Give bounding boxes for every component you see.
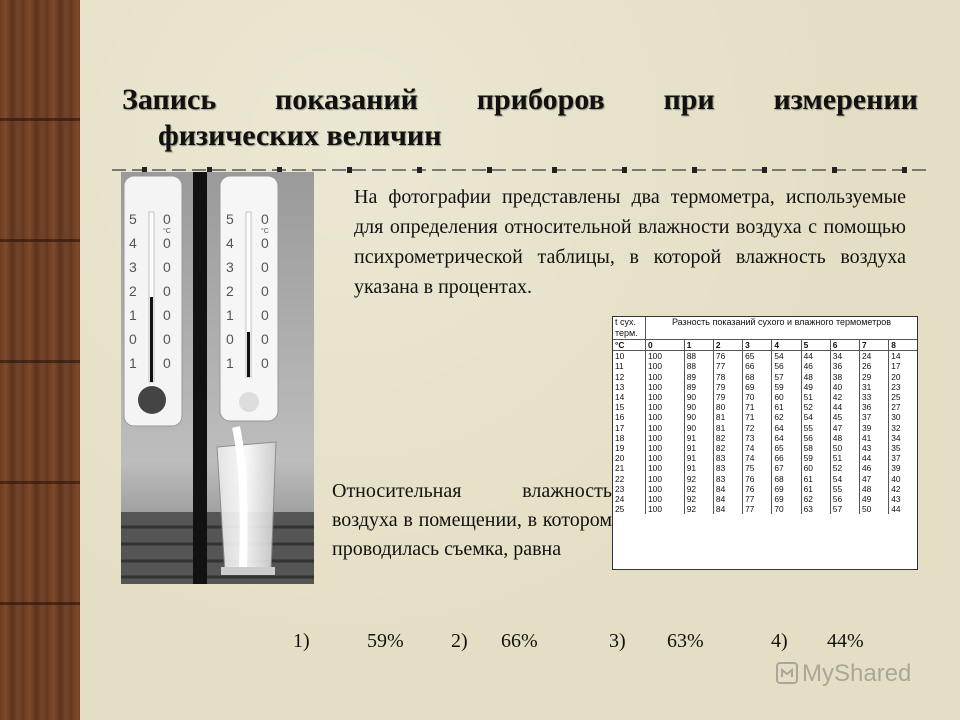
diff-header-cell: 2 bbox=[713, 340, 742, 351]
table-cell: 16 bbox=[613, 412, 646, 422]
table-cell: 84 bbox=[713, 494, 742, 504]
table-cell: 70 bbox=[772, 504, 801, 514]
table-cell: 47 bbox=[860, 474, 889, 484]
table-cell: 92 bbox=[684, 494, 713, 504]
table-cell: 56 bbox=[830, 494, 859, 504]
table-cell: 100 bbox=[646, 463, 685, 473]
table-cell: 54 bbox=[801, 412, 830, 422]
table-cell: 100 bbox=[646, 423, 685, 433]
table-cell: 44 bbox=[801, 351, 830, 362]
option-4-value[interactable]: 44% bbox=[827, 630, 864, 652]
table-cell: 61 bbox=[801, 474, 830, 484]
thermometers-photo bbox=[121, 172, 314, 584]
table-cell: 88 bbox=[684, 361, 713, 371]
table-cell: 37 bbox=[891, 453, 901, 464]
watermark-icon bbox=[776, 662, 798, 684]
table-cell: 100 bbox=[646, 504, 685, 514]
scale-label: 1 bbox=[226, 307, 234, 323]
table-cell: 58 bbox=[801, 443, 830, 453]
scale-label: 3 bbox=[226, 259, 234, 275]
table-cell: 100 bbox=[646, 402, 685, 412]
table-cell: 45 bbox=[830, 412, 859, 422]
watermark-text: MyShared bbox=[802, 660, 912, 687]
table-cell: 43 bbox=[860, 443, 889, 453]
scale-label: 3 bbox=[129, 259, 137, 275]
table-cell: 100 bbox=[646, 382, 685, 392]
table-cell: 31 bbox=[860, 382, 889, 392]
table-cell: 76 bbox=[743, 474, 772, 484]
unit-cell: °С bbox=[613, 340, 646, 351]
diff-header-cell: 6 bbox=[830, 340, 859, 351]
slide-title bbox=[122, 82, 918, 154]
table-cell: 90 bbox=[684, 392, 713, 402]
table-cell: 92 bbox=[684, 484, 713, 494]
table-cell: 65 bbox=[743, 351, 772, 362]
table-cell: 63 bbox=[801, 504, 830, 514]
option-1-value[interactable]: 59% bbox=[367, 630, 404, 652]
table-cell: 25 bbox=[613, 504, 646, 514]
table-cell: 62 bbox=[801, 494, 830, 504]
table-cell: 25 bbox=[891, 392, 901, 403]
option-3-value[interactable]: 63% bbox=[667, 630, 704, 652]
scale-label: 0 bbox=[261, 259, 269, 275]
scale-label: 0 bbox=[261, 355, 269, 371]
table-cell: 64 bbox=[772, 423, 801, 433]
table-cell: 56 bbox=[772, 361, 801, 371]
table-cell: 39 bbox=[860, 423, 889, 433]
table-cell: 75 bbox=[743, 463, 772, 473]
table-cell: 23 bbox=[613, 484, 646, 494]
table-cell: 47 bbox=[830, 423, 859, 433]
table-cell: 29 bbox=[860, 372, 889, 382]
table-cell: 59 bbox=[772, 382, 801, 392]
diff-header-cell: 1 bbox=[684, 340, 713, 351]
table-row bbox=[613, 474, 917, 484]
scale-label: 0 bbox=[163, 307, 171, 323]
table-cell: 71 bbox=[743, 412, 772, 422]
table-cell: 42 bbox=[830, 392, 859, 402]
table-cell: 13 bbox=[613, 382, 646, 392]
table-cell: 76 bbox=[713, 351, 742, 362]
table-cell: 37 bbox=[860, 412, 889, 422]
table-row bbox=[613, 433, 917, 443]
scale-label: 0 bbox=[261, 331, 269, 347]
table-cell: 69 bbox=[772, 494, 801, 504]
table-cell: 62 bbox=[772, 412, 801, 422]
scale-label: 0 bbox=[261, 235, 269, 251]
scale-label: 0 bbox=[261, 283, 269, 299]
table-cell: 18 bbox=[613, 433, 646, 443]
table-cell: 91 bbox=[684, 463, 713, 473]
table-cell: 100 bbox=[646, 372, 685, 382]
title-line-1 bbox=[122, 82, 918, 118]
option-3-number: 3) bbox=[609, 630, 626, 652]
scale-label: 2 bbox=[129, 283, 137, 299]
table-cell: 20 bbox=[891, 371, 901, 382]
diff-header-cell: 0 bbox=[646, 340, 685, 351]
table-cell: 81 bbox=[713, 412, 742, 422]
table-cell: 32 bbox=[891, 422, 901, 433]
table-cell: 43 bbox=[891, 494, 901, 505]
scale-label: 0 bbox=[261, 307, 269, 323]
table-body bbox=[613, 351, 917, 515]
table-cell: 71 bbox=[743, 402, 772, 412]
scale-label: 4 bbox=[226, 235, 234, 251]
title-word: Запись bbox=[122, 83, 217, 116]
table-cell: 46 bbox=[860, 463, 889, 473]
corner-header: t сух. терм. bbox=[613, 317, 646, 340]
table-cell: 79 bbox=[713, 392, 742, 402]
table-cell: 90 bbox=[684, 423, 713, 433]
title-word: приборов bbox=[476, 83, 605, 116]
table-cell: 19 bbox=[613, 443, 646, 453]
table-cell: 46 bbox=[801, 361, 830, 371]
table-cell: 80 bbox=[713, 402, 742, 412]
psychrometric-table bbox=[612, 316, 918, 570]
unit-label: °C bbox=[163, 228, 171, 235]
table-cell: 66 bbox=[772, 453, 801, 463]
table-cell: 89 bbox=[684, 372, 713, 382]
table-cell: 59 bbox=[801, 453, 830, 463]
table-cell: 22 bbox=[613, 474, 646, 484]
table-header-row bbox=[613, 317, 917, 340]
table-cell: 39 bbox=[891, 463, 901, 474]
table-cell: 54 bbox=[772, 351, 801, 362]
scale-label: 2 bbox=[226, 283, 234, 299]
scale-label: 0 bbox=[163, 283, 171, 299]
table-cell: 24 bbox=[860, 351, 889, 362]
table-cell: 91 bbox=[684, 443, 713, 453]
table-cell: 100 bbox=[646, 433, 685, 443]
table-cell: 60 bbox=[801, 463, 830, 473]
table-cell: 77 bbox=[743, 494, 772, 504]
table-cell: 92 bbox=[684, 504, 713, 514]
description-text: На фотографии представлены два термометра, используемые для определения относительной влажности воздуха с помощью психрометрической таблицы, в которой влажность воздуха указана в процентах. bbox=[354, 186, 906, 298]
unit-label: °C bbox=[261, 228, 269, 235]
table-cell: 60 bbox=[772, 392, 801, 402]
table-cell: 36 bbox=[860, 402, 889, 412]
option-2-number: 2) bbox=[451, 630, 468, 652]
table-cell: 100 bbox=[646, 392, 685, 402]
scale-label: 0 bbox=[163, 355, 171, 371]
answer-options bbox=[293, 630, 913, 658]
table-cell: 61 bbox=[772, 402, 801, 412]
diff-header-cell: 3 bbox=[743, 340, 772, 351]
table-cell: 11 bbox=[613, 361, 646, 371]
table-cell: 40 bbox=[891, 473, 901, 484]
columns-group-header: Разность показаний сухого и влажного термометров bbox=[646, 317, 918, 340]
table-cell: 83 bbox=[713, 463, 742, 473]
table-cell: 14 bbox=[891, 351, 901, 362]
table-row bbox=[613, 382, 917, 392]
table-cell: 83 bbox=[713, 474, 742, 484]
table-cell: 27 bbox=[891, 402, 901, 413]
table-cell: 34 bbox=[830, 351, 859, 362]
table-cell: 100 bbox=[646, 484, 685, 494]
table-cell: 73 bbox=[743, 433, 772, 443]
table-cell: 34 bbox=[891, 432, 901, 443]
scale-label: 1 bbox=[226, 355, 234, 371]
option-2-value[interactable]: 66% bbox=[501, 630, 538, 652]
table-cell: 44 bbox=[860, 453, 889, 463]
table-cell: 54 bbox=[830, 474, 859, 484]
wood-grain bbox=[0, 0, 80, 720]
table-cell: 57 bbox=[772, 372, 801, 382]
scale-label: 4 bbox=[129, 235, 137, 251]
table-cell: 20 bbox=[613, 453, 646, 463]
table-cell: 74 bbox=[743, 453, 772, 463]
table-cell: 15 bbox=[613, 402, 646, 412]
table-cell: 70 bbox=[743, 392, 772, 402]
table-cell: 92 bbox=[684, 474, 713, 484]
table-cell: 64 bbox=[772, 433, 801, 443]
diff-header-cell: 4 bbox=[772, 340, 801, 351]
table-cell: 90 bbox=[684, 402, 713, 412]
table-cell: 67 bbox=[772, 463, 801, 473]
diff-header-cell: 8 bbox=[889, 340, 917, 351]
table-row bbox=[613, 504, 917, 514]
table-cell: 52 bbox=[830, 463, 859, 473]
table-cell: 49 bbox=[801, 382, 830, 392]
table-cell: 84 bbox=[713, 504, 742, 514]
title-word: измерении bbox=[773, 83, 918, 116]
scale-label: 0 bbox=[163, 235, 171, 251]
table-cell: 24 bbox=[613, 494, 646, 504]
table-cell: 44 bbox=[891, 504, 901, 515]
diff-header-cell: 7 bbox=[860, 340, 889, 351]
table-row bbox=[613, 392, 917, 402]
table-cell: 12 bbox=[613, 372, 646, 382]
diff-header-row bbox=[613, 340, 917, 351]
table-cell: 90 bbox=[684, 412, 713, 422]
table-cell: 100 bbox=[646, 443, 685, 453]
table-cell: 35 bbox=[891, 443, 901, 454]
table-cell: 48 bbox=[860, 484, 889, 494]
diff-header-cell: 5 bbox=[801, 340, 830, 351]
table-cell: 100 bbox=[646, 412, 685, 422]
table-cell: 51 bbox=[830, 453, 859, 463]
table-cell: 41 bbox=[860, 433, 889, 443]
table-cell: 91 bbox=[684, 453, 713, 463]
scale-label: 5 bbox=[129, 211, 137, 227]
table-cell: 100 bbox=[646, 453, 685, 463]
table-cell: 100 bbox=[646, 351, 685, 362]
table-cell: 66 bbox=[743, 361, 772, 371]
table-row bbox=[613, 361, 917, 371]
table-row bbox=[613, 463, 917, 473]
table-cell: 77 bbox=[743, 504, 772, 514]
table-cell: 55 bbox=[801, 423, 830, 433]
table-cell: 30 bbox=[891, 412, 901, 423]
scale-label: 5 bbox=[226, 211, 234, 227]
table-cell: 44 bbox=[830, 402, 859, 412]
table-cell: 81 bbox=[713, 423, 742, 433]
table-cell: 100 bbox=[646, 494, 685, 504]
table-cell: 55 bbox=[830, 484, 859, 494]
table-cell: 40 bbox=[830, 382, 859, 392]
question-text: Относительная влажность воздуха в помещении, в котором проводилась съемка, равна bbox=[332, 480, 612, 560]
option-1-number: 1) bbox=[293, 630, 310, 652]
table-cell: 14 bbox=[613, 392, 646, 402]
table-row bbox=[613, 402, 917, 412]
scale-label: 0 bbox=[163, 211, 171, 227]
table-row bbox=[613, 443, 917, 453]
table-cell: 72 bbox=[743, 423, 772, 433]
table-cell: 33 bbox=[860, 392, 889, 402]
table-cell: 42 bbox=[891, 483, 901, 494]
table-cell: 76 bbox=[743, 484, 772, 494]
title-word: при bbox=[663, 83, 715, 116]
table-cell: 52 bbox=[801, 402, 830, 412]
table-cell: 23 bbox=[891, 381, 901, 392]
table-cell: 88 bbox=[684, 351, 713, 362]
table-cell: 50 bbox=[860, 504, 889, 514]
table-cell: 17 bbox=[613, 423, 646, 433]
scale-label: 0 bbox=[163, 259, 171, 275]
table-cell: 38 bbox=[830, 372, 859, 382]
table-cell: 51 bbox=[801, 392, 830, 402]
table-cell: 57 bbox=[830, 504, 859, 514]
table-row bbox=[613, 423, 917, 433]
table-row bbox=[613, 372, 917, 382]
table-cell: 69 bbox=[772, 484, 801, 494]
table-row bbox=[613, 453, 917, 463]
table-cell: 89 bbox=[684, 382, 713, 392]
table-cell: 61 bbox=[801, 484, 830, 494]
table-cell: 68 bbox=[772, 474, 801, 484]
table-row bbox=[613, 412, 917, 422]
table-row bbox=[613, 484, 917, 494]
table-cell: 50 bbox=[830, 443, 859, 453]
title-word: показаний bbox=[274, 83, 418, 116]
table-row bbox=[613, 494, 917, 504]
table-cell: 91 bbox=[684, 433, 713, 443]
table-cell: 36 bbox=[830, 361, 859, 371]
table-cell: 74 bbox=[743, 443, 772, 453]
table-cell: 21 bbox=[613, 463, 646, 473]
scale-label: 0 bbox=[163, 331, 171, 347]
table-cell: 82 bbox=[713, 443, 742, 453]
table-cell: 69 bbox=[743, 382, 772, 392]
table-cell: 100 bbox=[646, 474, 685, 484]
table-cell: 48 bbox=[830, 433, 859, 443]
table-cell: 77 bbox=[713, 361, 742, 371]
option-4-number: 4) bbox=[771, 630, 788, 652]
table-cell: 84 bbox=[713, 484, 742, 494]
title-line-2: физических величин bbox=[158, 119, 442, 152]
table-cell: 48 bbox=[801, 372, 830, 382]
table-row bbox=[613, 351, 917, 362]
scale-label: 1 bbox=[129, 355, 137, 371]
scale-label: 0 bbox=[261, 211, 269, 227]
table-cell: 100 bbox=[646, 361, 685, 371]
table bbox=[613, 317, 917, 514]
table-cell: 17 bbox=[891, 361, 901, 372]
table-cell: 26 bbox=[860, 361, 889, 371]
table-cell: 68 bbox=[743, 372, 772, 382]
scale-label: 1 bbox=[129, 307, 137, 323]
scale-label: 0 bbox=[129, 331, 137, 347]
scale-label: 0 bbox=[226, 331, 234, 347]
table-cell: 83 bbox=[713, 453, 742, 463]
table-cell: 56 bbox=[801, 433, 830, 443]
table-cell: 79 bbox=[713, 382, 742, 392]
table-cell: 78 bbox=[713, 372, 742, 382]
table-cell: 82 bbox=[713, 433, 742, 443]
table-cell: 49 bbox=[860, 494, 889, 504]
table-cell: 65 bbox=[772, 443, 801, 453]
table-cell: 10 bbox=[613, 351, 646, 362]
